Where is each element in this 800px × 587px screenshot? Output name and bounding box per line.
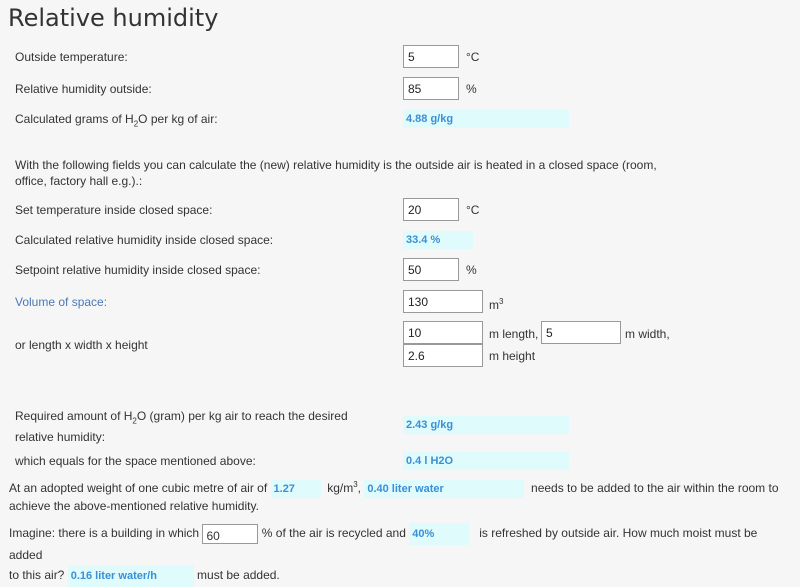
calculated-grams-label: Calculated grams of $H_2O$ per kg of air:	[15, 112, 218, 129]
set-temperature-inside-label: Set temperature inside closed space:	[15, 203, 213, 217]
volume-unit: $m^3$	[489, 297, 504, 312]
volume-input[interactable]	[403, 290, 483, 313]
calculated-rh-inside-label: Calculated relative humidity inside closed space:	[15, 233, 274, 247]
calculated-grams-result: 4.88 g/kg	[403, 110, 569, 128]
width-unit: m width,	[625, 327, 670, 341]
adopted-weight-paragraph: At an adopted weight of one cubic metre of air of 1.27 $kg/m^3$, 0.40 liter water needs to be added to the air within the room to achieve the above-mentioned relative humidity.	[9, 480, 779, 513]
dimensions-label: or length x width x height	[15, 338, 148, 352]
set-temperature-inside-input[interactable]	[403, 198, 459, 221]
setpoint-rh-inside-input[interactable]	[403, 258, 459, 281]
required-amount-result: 2.43 g/kg	[403, 416, 569, 434]
water-needed-result: 0.40 liter water	[364, 480, 524, 498]
air-density-result: 1.27	[271, 480, 321, 498]
required-amount-label: Required amount of $H_2O$ (gram) per kg air to reach the desired relative humidity:	[15, 409, 348, 445]
heated-space-intro: With the following fields you can calculate the (new) relative humidity is the outside air is heated in a closed space (room, office, factory hall e.g.).:	[15, 158, 657, 188]
setpoint-rh-inside-unit: %	[466, 263, 477, 277]
page-title: Relative humidity	[8, 4, 219, 32]
refreshed-percent-result: 40%	[409, 523, 469, 545]
outside-temperature-label: Outside temperature:	[15, 50, 128, 64]
calculated-rh-inside-result: 33.4 %	[403, 231, 473, 249]
setpoint-rh-inside-label: Setpoint relative humidity inside closed space:	[15, 263, 261, 277]
outside-temperature-input[interactable]	[403, 45, 459, 68]
imagine-paragraph: Imagine: there is a building in which 60 % of the air is recycled and 40% is refreshed by outside air. How much moist must be added to this air? 0.16 liter water/h must be added.	[9, 523, 794, 587]
rh-outside-label: Relative humidity outside:	[15, 82, 152, 96]
equals-space-label: which equals for the space mentioned above:	[15, 454, 256, 468]
rh-outside-unit: %	[466, 82, 477, 96]
moist-needed-result: 0.16 liter water/h	[68, 565, 194, 587]
recycled-percent-input[interactable]: 60	[202, 524, 258, 544]
volume-of-space-link[interactable]: Volume of space:	[15, 295, 108, 309]
outside-temperature-unit: °C	[466, 50, 480, 64]
equals-space-result: 0.4 l H2O	[403, 452, 569, 470]
height-input[interactable]	[403, 344, 483, 367]
length-unit: m length,	[489, 327, 539, 341]
width-input[interactable]	[541, 321, 621, 344]
height-unit: m height	[489, 349, 536, 363]
set-temperature-inside-unit: °C	[466, 203, 480, 217]
rh-outside-input[interactable]	[403, 77, 459, 100]
length-input[interactable]	[403, 321, 483, 344]
